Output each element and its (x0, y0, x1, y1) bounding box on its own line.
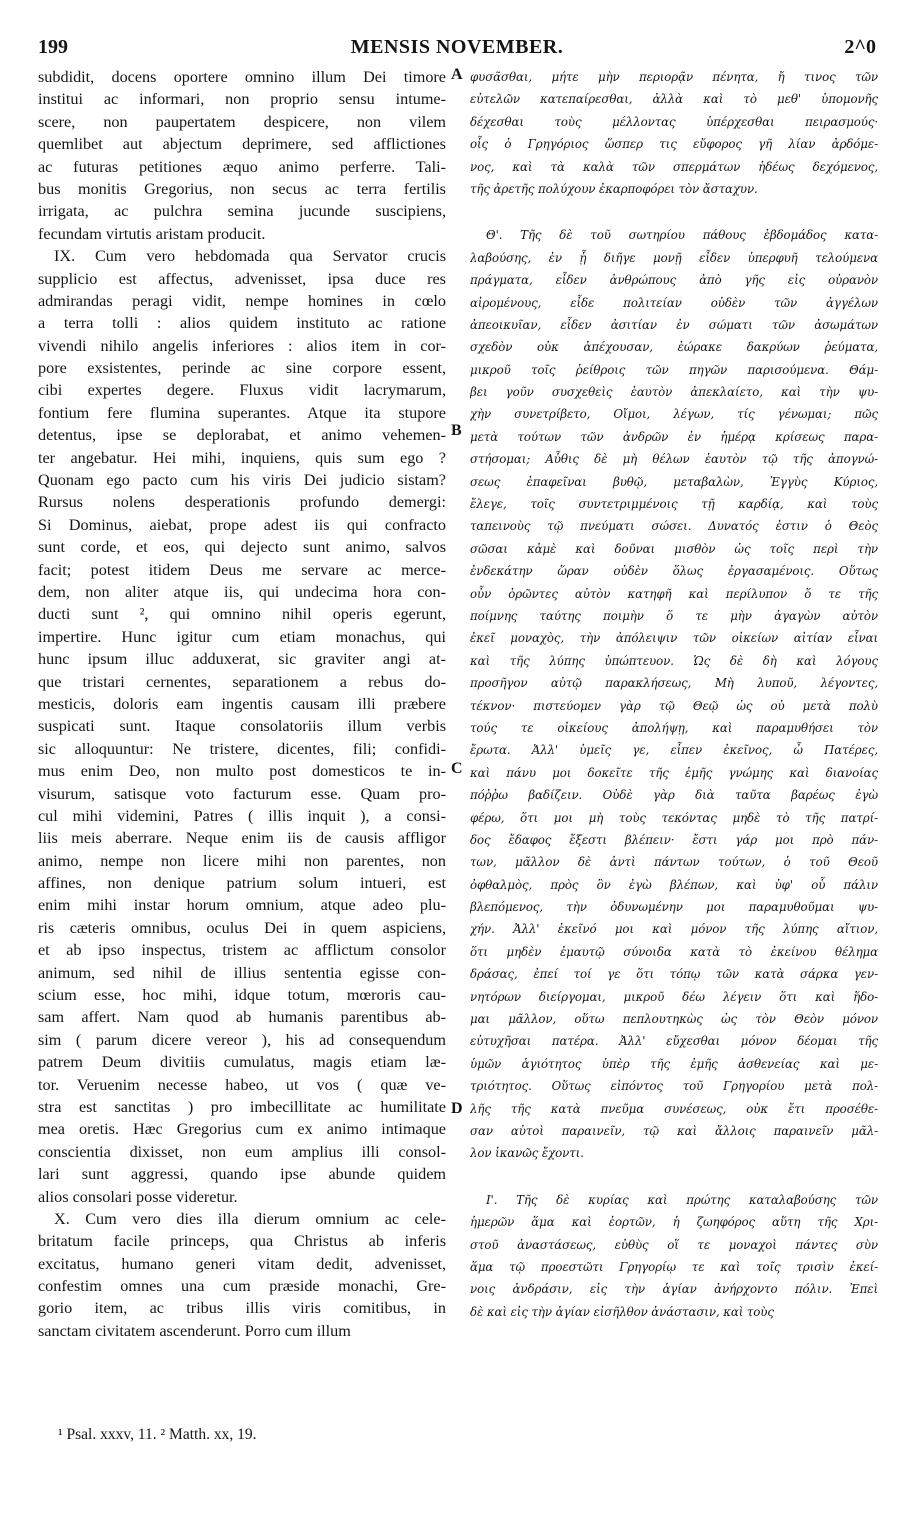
latin-text-line: ris cæteris omnibus, oculus Dei in quem aspiciens, (38, 918, 446, 937)
latin-text-line: facit; potest itidem Deus me servare ac merce- (38, 560, 446, 579)
greek-text-line: ἀπεοικυῖαν, εἶδεν ἀσιτίαν ἐν σώματι τῶν ἀσωμάτων (470, 317, 878, 332)
latin-text-line: detentus, ipse se deplorabat, et animo vehemen- (38, 426, 446, 445)
latin-text-line: affines, non denique patrium solum intueri, est (38, 874, 446, 893)
latin-text-line: mus enim Deo, non multo post domesticos te in- (38, 762, 446, 781)
latin-text-line: scium esse, hoc mihi, idque totum, mœroris cau- (38, 986, 446, 1005)
latin-text-line: fecundam virtutis aristam producit. (38, 224, 266, 243)
greek-text-line: ὑμῶν ἁγιότητος ὑπὲρ τῆς ἐμῆς ἀσθενείας καὶ με- (470, 1056, 878, 1071)
latin-text-line: animum, sed nihil de illius sententia egisse con- (38, 963, 446, 982)
paragraph-gap (470, 200, 878, 224)
latin-text-line: sanctam civitatem ascenderunt. Porro cum illum (38, 1321, 351, 1340)
greek-text-line: λαβούσης, ἐν ᾗ διῆγε μονῇ εἶδεν ὑπερφυῆ τελούμενα (470, 250, 878, 265)
latin-text-line: enim mihi instar horum omnium, atque adeo plu- (38, 896, 446, 915)
latin-text-line: impertire. Hunc igitur cum etiam monachus, qui (38, 627, 446, 646)
greek-text-line: δὲ καὶ εἰς τὴν ἁγίαν εἰσῆλθον ἀνάστασιν, καὶ τοὺς (470, 1304, 774, 1319)
latin-text-line: cibi expertes degere. Fluxus vidit lacrymarum, (38, 381, 446, 400)
greek-text-line: νοις ἀνδράσιν, εἰς τὴν ἁγίαν ἀνήρχοντο πόλιν. Ἐπεὶ (470, 1282, 878, 1297)
latin-text-line: alios consolari posse videretur. (38, 1187, 238, 1206)
greek-text-line: καὶ τῆς λύπης ὑπώπτευον. Ὡς δὲ δὴ καὶ λόγους (470, 653, 878, 668)
greek-text-line: σεως ἐπαφεῖναι βυθῷ, μεταβαλὼν, Ἐγγὺς Κύριος, (470, 474, 878, 489)
greek-text-line: μετὰ τούτων τῶν ἀνδρῶν ἐν ἡμέρᾳ κρίσεως παρα- (470, 429, 878, 444)
latin-text-line: lari sunt aggressi, quando ipse abunde quidem (38, 1165, 446, 1184)
greek-text-line: τούς τε οἰκείους ἀπολήψῃ, καὶ παραμυθήσει τὸν (470, 720, 878, 735)
latin-text-line: a terra tolli : alios quidem instituto ac ratione (38, 314, 446, 333)
greek-text-line: εὐτελῶν κατεπαίρεσθαι, ἀλλὰ καὶ τὸ μεθ' ὑπομονῆς (470, 92, 878, 107)
greek-text-line: δος ἔδαφος ἔξεστι βλέπειν· ἔστι γάρ μοι πρὸ πάν- (470, 832, 878, 847)
latin-text-line: conscientia dixisset, non eum amplius illi consol- (38, 1142, 446, 1161)
greek-text-line: ἔλεγε, τοῖς συντετριμμένοις τῇ καρδίᾳ, καὶ τοὺς (470, 497, 878, 512)
greek-text-line: ὅτι μηδὲν ἐμαυτῷ σύνοιδα κατὰ τὸ ἐκείνου θέλημα (470, 944, 878, 959)
latin-text-line: visurum, satisque voto facturum esse. Quam pro- (38, 784, 446, 803)
latin-text-line: ac futuras petitiones æquo animo perferre. Tali- (38, 157, 446, 176)
latin-text-line: excitatus, humano generi vitam dedit, advenisset, (38, 1254, 446, 1273)
greek-text-line: ταπεινοὺς τῷ πνεύματι σώσει. Δυνατός ἐστιν ὁ Θεὸς (470, 519, 878, 534)
greek-text-line: λῆς τῆς κατὰ πνεῦμα συνέσεως, οὐκ ἔτι προσέθε- (470, 1101, 878, 1116)
page-header (38, 36, 876, 62)
greek-text-line: στήσομαι; Αὖθις δὲ μὴ θέλων ἑαυτὸν τῷ τῆς ἀπογνώ- (470, 452, 878, 467)
running-title: MENSIS NOVEMBER. (350, 36, 564, 58)
latin-text-line: dem, non aliter atque iis, qui undecima hora con- (38, 582, 446, 601)
greek-text-line: φυσᾶσθαι, μήτε μὴν περιορᾷν πένητα, ἤ τινος τῶν (470, 70, 878, 84)
greek-text-line: ἅμα τῷ προεστῶτι Γρηγορίῳ τε καὶ τοῖς τρισὶν ἐκεί- (470, 1259, 878, 1274)
latin-text-line: Quonam ego pacto cum his viris Dei judicio sistam? (38, 471, 446, 490)
margin-marker-a: A (451, 66, 463, 83)
greek-text-line: ποίμνης ταύτης ποιμὴν ὅ τε μὴν ἀγαγὼν αὐτὸν (470, 608, 878, 623)
greek-text-line: νος, καὶ τὰ καλὰ τῶν σπερμάτων ἡδέως δεχόμενος, (470, 159, 878, 174)
latin-text-line: quemlibet aut abjectum deprimere, sed afflictiones (38, 135, 446, 154)
latin-text-line: que tristari cernentes, separationem a rebus do- (38, 672, 446, 691)
greek-text-line: νητόρων διείργομαι, μικροῦ δέω λέγειν ὅτι καὶ ἥδο- (470, 989, 878, 1004)
latin-text-line: britatum facile princeps, qua Christus ab inferis (38, 1232, 446, 1251)
greek-text-line: ἐκεῖ μοναχὸς, τὴν ἀπόλειψιν τῶν οἰκείων αἰτίαν εἶναι (470, 631, 878, 646)
latin-text-line: bus monitis Gregorius, non secus ac terra fertilis (38, 179, 446, 198)
greek-text-line: Θ'. Τῆς δὲ τοῦ σωτηρίου πάθους ἑβδομάδος κατα- (486, 228, 878, 243)
latin-column (38, 66, 446, 1342)
greek-text-line: χήν. Ἀλλ' ἐκεῖνό μοι καὶ μόνον τῆς λύπης αἴτιον, (470, 922, 878, 937)
latin-text-line: suspicati sunt. Itaque consolatoriis illum verbis (38, 717, 446, 736)
latin-text-line: supplicio est affectus, advenisset, ipsa duce res (38, 269, 446, 288)
latin-text-line: mesticis, doloris eam ingentis causam illi præbere (38, 694, 446, 713)
greek-text-line: δράσας, ἐπεί τοί γε ὅτι τόπῳ τῶν κατὰ σάρκα γεν- (470, 967, 878, 982)
latin-text-line: X. Cum vero dies illa dierum omnium ac cele- (54, 1209, 446, 1228)
greek-text-line: τριότητος. Οὕτως εἰπόντος τοῦ Γρηγορίου μετὰ πολ- (470, 1079, 878, 1094)
latin-text-line: tor. Veruenim necesse habeo, ut vos ( quæ ve- (38, 1075, 446, 1094)
greek-text-line: οἷς ὁ Γρηγόριος ὥσπερ τις εὔφορος γῆ λίαν ἀρδόμε- (470, 137, 878, 152)
greek-text-line: σῶσαι κἀμὲ καὶ δοῦναι μισθὸν ὡς τοῖς περὶ τὴν (470, 541, 878, 556)
greek-text-line: ἔρωτα. Ἀλλ' ὑμεῖς γε, εἶπεν ἐκεῖνος, ὦ Πατέρες, (470, 743, 878, 758)
latin-text-line: admirandas peragi vidit, nempe homines in cœlo (38, 291, 446, 310)
greek-column (470, 66, 878, 1323)
latin-text-line: confestim omnes una cum præside monachi, Gre- (38, 1277, 446, 1296)
margin-marker-b: B (451, 422, 462, 439)
latin-text-line: gorio item, ac tribus illis viris comitibus, in (38, 1299, 446, 1318)
greek-text-line: καὶ πάνυ μοι δοκεῖτε τῆς ἐμῆς γνώμης καὶ διανοίας (470, 765, 878, 780)
paragraph-gap (470, 1165, 878, 1189)
latin-text-line: animo, nempe non licere mihi non parentes, non (38, 851, 446, 870)
latin-text-line: institui ac informari, non proprio sensu intume- (38, 90, 446, 109)
greek-text-line: λον ἱκανῶς ἔχοντι. (470, 1146, 584, 1161)
greek-text-line: αἰρομένους, εἶδε πολιτείαν οὐδὲν τῶν ἀγγέλων (470, 295, 878, 310)
greek-text-line: μικροῦ τοῖς ῥείθροις τῶν πηγῶν παρισούμενα. Θάμ- (470, 362, 878, 377)
latin-text-line: sic alloquuntur: Ne tristere, dicentes, fili; confidi- (38, 739, 446, 758)
page-number-left: 199 (38, 36, 68, 58)
margin-marker-c: C (451, 760, 463, 777)
greek-text-line: εὐτυχῆσαι πατέρα. Ἀλλ' εὔχεσθαι μόνον δέομαι τῆς (470, 1034, 878, 1049)
greek-text-line: τῆς ἀρετῆς πολύχουν ἐκαρποφόρει τὸν ἄσταχυν. (470, 181, 758, 196)
latin-text-line: vivendi nihilo angelis inferiores : alios item in cor- (38, 336, 446, 355)
greek-text-line: μαι μᾶλλον, οὕτω πεπλουτηκὼς ὡς τὸν Θεὸν μόνον (470, 1012, 878, 1027)
greek-text-line: ἡμερῶν ἅμα καὶ ἑορτῶν, ἡ ζωηφόρος αὕτη τῆς Χρι- (470, 1215, 878, 1230)
latin-text-line: stra est sanctitas ) pro imbecillitate ac humilitate (38, 1097, 446, 1116)
greek-text-line: πόῤῥω βαδίζειν. Οὐδὲ γὰρ διὰ ταῦτα βαρέως ἐγὼ (470, 788, 878, 803)
latin-text-line: sam affert. Nam quod ab humanis parentibus ab- (38, 1008, 446, 1027)
latin-text-line: mea oretis. Hæc Gregorius cum ex animo intimaque (38, 1120, 446, 1139)
latin-text-line: Si Dominus, aiebat, prope adest iis qui confracto (38, 515, 446, 534)
greek-text-line: προσῆγον αὐτῷ παρακλήσεως, Μὴ λυποῦ, λέγοντες, (470, 676, 878, 691)
latin-text-line: et ab ipso inspectus, tristem ac afflictum consolor (38, 941, 446, 960)
latin-text-line: irrigata, ac pulchra semina jucunde suscipiens, (38, 202, 446, 221)
latin-text-line: ter angebatur. Hei mihi, inquiens, quis sum ego ? (38, 448, 446, 467)
latin-text-line: patrem Deum divitiis cumulatus, magis etiam læ- (38, 1053, 446, 1072)
latin-text-line: scere, non paupertatem despicere, non vilem (38, 112, 446, 131)
greek-text-line: σαν αὐτοὶ παραινεῖν, τῷ καὶ ἄλλοις παραινεῖν μᾶλ- (470, 1123, 878, 1138)
greek-text-line: των, μᾶλλον δὲ ἀντὶ πάντων τούτων, ὁ τοῦ Θεοῦ (470, 855, 878, 870)
latin-text-line: sunt corde, et eos, qui dejecto sunt animo, salvos (38, 538, 446, 557)
page-number-right: 2^0 (844, 36, 876, 58)
greek-text-line: οὖν ὁρῶντες αὐτὸν κατηφῆ καὶ περίλυπον ὅ τε τῆς (470, 586, 878, 601)
greek-text-line: πράγματα, εἶδεν ἀνθρώπους ἀπὸ γῆς εἰς οὐρανὸν (470, 273, 878, 288)
greek-text-line: φέρω, ὅτι μοι μὴ τοὺς τεκόντας μηδὲ τὸ τῆς πατρί- (470, 810, 878, 825)
greek-text-line: δέχεσθαι τοὺς μέλλοντας ὑπέρχεσθαι πειρασμούς· (470, 114, 878, 129)
latin-text-line: hunc ipsum illuc adduxerat, sic graviter angi at- (38, 650, 446, 669)
greek-text-line: Ι'. Τῆς δὲ κυρίας καὶ πρώτης καταλαβούσης τῶν (486, 1192, 878, 1207)
greek-text-line: βλεπόμενος, τὴν ὀδυνωμένην μοι παραμυθοῦμαι ψυ- (470, 900, 878, 915)
greek-text-line: βει γοῦν συσχεθεὶς ἑαυτὸν ἀπεκλαίετο, καὶ τὴν ψυ- (470, 385, 878, 400)
margin-marker-d: D (451, 1100, 463, 1117)
greek-text-line: σχεδὸν οὐκ ἀπέχουσαν, ἑώρακε δακρύων ῥεύματα, (470, 340, 878, 355)
latin-text-line: Rursus nolens desperationis profundo demergi: (38, 493, 446, 512)
greek-text-line: τέκνον· πιστεύομεν γὰρ τῷ Θεῷ ὡς οὐ μετὰ πολὺ (470, 698, 878, 713)
latin-text-line: pore exsistentes, perinde ac sine corpore essent, (38, 359, 446, 378)
latin-text-line: IX. Cum vero hebdomada qua Servator crucis (54, 247, 446, 266)
greek-text-line: χὴν συνετρίβετο, Οἴμοι, λέγων, τίς γένωμαι; πῶς (470, 407, 878, 422)
greek-text-line: ἐνδεκάτην ὥραν οὐδὲν ὅλως ἐργασαμένοις. Οὕτως (470, 564, 878, 579)
latin-text-line: sim ( parum dicere vereor ), his ad consequendum (38, 1030, 446, 1049)
greek-text-line: ὀφθαλμὸς, πρὸς ὃν ἐγὼ βλέπων, καὶ ὑφ' οὗ πάλιν (470, 877, 878, 892)
latin-text-line: ducti sunt ², qui omnino nihil operis egerunt, (38, 605, 446, 624)
latin-text-line: cul mihi videmini, Patres ( illis inquit ), a consi- (38, 806, 446, 825)
footnotes: ¹ Psal. xxxv, 11. ² Matth. xx, 19. (58, 1426, 257, 1443)
latin-text-line: fontium fere flumina superantes. Atque ita stupore (38, 403, 446, 422)
latin-text-line: subdidit, docens oportere omnino illum Dei timore (38, 68, 446, 86)
latin-text-line: liis meis aberrare. Neque enim iis de causis affligor (38, 829, 446, 848)
greek-text-line: στοῦ ἀναστάσεως, εὐθὺς οἵ τε μοναχοὶ πάντες σὺν (470, 1237, 878, 1252)
